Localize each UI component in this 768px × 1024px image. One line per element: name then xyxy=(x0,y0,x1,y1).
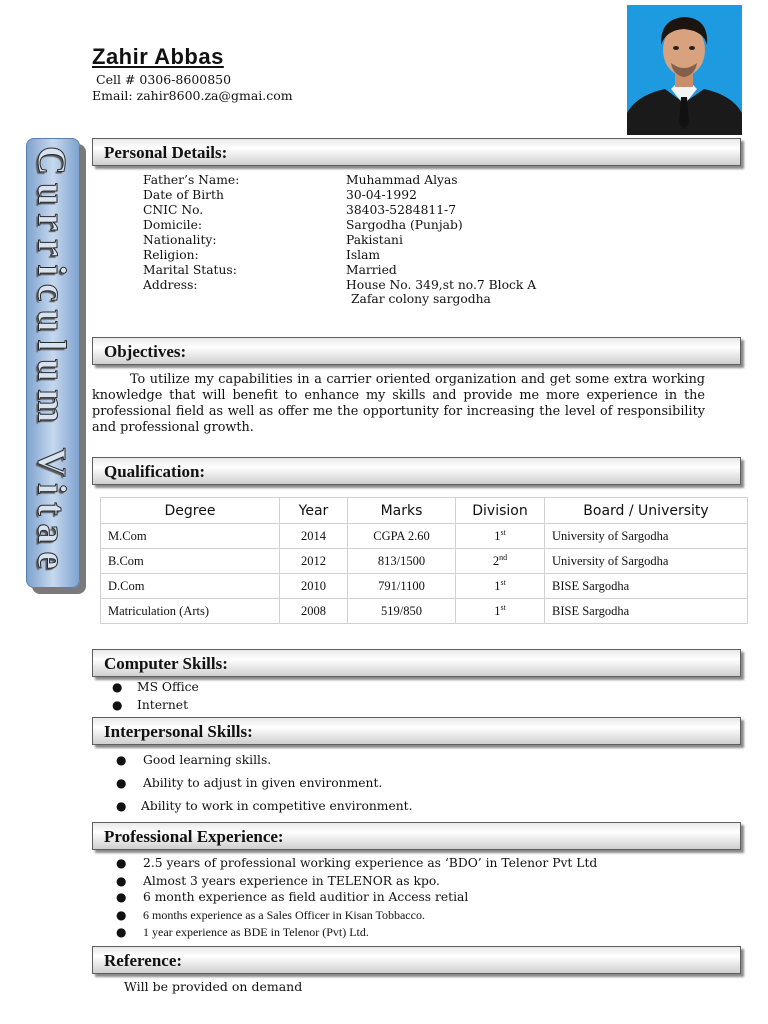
marks-cell: 813/1500 xyxy=(348,549,456,574)
year-cell: 2008 xyxy=(280,599,348,624)
list-item: Ability to work in competitive environment. xyxy=(141,799,413,813)
detail-value: Married xyxy=(346,263,397,277)
bullet-icon: ● xyxy=(116,925,127,939)
division-suffix: st xyxy=(500,577,506,587)
section-title: Objectives: xyxy=(104,342,187,361)
detail-label: Date of Birth xyxy=(143,188,224,202)
profile-photo xyxy=(627,5,742,135)
column-header: Year xyxy=(280,498,348,524)
professional-experience-header xyxy=(92,822,741,850)
bullet-icon: ● xyxy=(116,776,127,790)
list-item: Internet xyxy=(137,698,189,712)
degree-cell: Matriculation (Arts) xyxy=(101,599,280,624)
list-item: Ability to adjust in given environment. xyxy=(143,776,383,790)
reference-text: Will be provided on demand xyxy=(124,979,303,994)
detail-label: Marital Status: xyxy=(143,263,237,277)
division-number: 1 xyxy=(494,579,501,594)
degree-cell: M.Com xyxy=(101,524,280,549)
division-number: 1 xyxy=(494,529,501,544)
interpersonal-skills-header xyxy=(92,717,741,745)
section-title: Qualification: xyxy=(104,462,206,481)
detail-label: Address: xyxy=(143,278,198,292)
detail-value: Pakistani xyxy=(346,233,403,247)
detail-label: Religion: xyxy=(143,248,199,262)
personal-details-header xyxy=(92,138,741,166)
list-item: MS Office xyxy=(137,680,199,694)
division-suffix: st xyxy=(500,527,506,537)
degree-cell: D.Com xyxy=(101,574,280,599)
section-title: Personal Details: xyxy=(104,143,228,162)
email-address: Email: zahir8600.za@gmai.com xyxy=(92,88,293,103)
board-cell: University of Sargodha xyxy=(545,549,748,574)
address-line-2: Zafar colony sargodha xyxy=(351,292,491,306)
side-banner-title xyxy=(26,138,78,586)
reference-header xyxy=(92,946,741,974)
qualification-header xyxy=(92,457,741,485)
computer-skills-header xyxy=(92,649,741,677)
list-item: 6 month experience as field auditior in Access retial xyxy=(143,890,469,904)
detail-value: Muhammad Alyas xyxy=(346,173,458,187)
marks-cell: 519/850 xyxy=(348,599,456,624)
detail-value: Sargodha (Punjab) xyxy=(346,218,463,232)
division-number: 1 xyxy=(494,604,501,619)
qualification-table xyxy=(100,497,748,624)
list-item: 1 year experience as BDE in Telenor (Pvt) Ltd. xyxy=(143,925,369,939)
list-item: 2.5 years of professional working experience as ‘BDO’ in Telenor Pvt Ltd xyxy=(143,856,598,870)
column-header: Board / University xyxy=(545,498,748,524)
division-cell xyxy=(456,599,545,624)
detail-label: Domicile: xyxy=(143,218,203,232)
bullet-icon: ● xyxy=(116,874,127,888)
section-title: Professional Experience: xyxy=(104,827,284,846)
column-header: Marks xyxy=(348,498,456,524)
division-number: 2 xyxy=(492,554,500,569)
year-cell: 2014 xyxy=(280,524,348,549)
division-cell xyxy=(456,549,545,574)
year-cell: 2010 xyxy=(280,574,348,599)
bullet-icon: ● xyxy=(116,799,127,813)
section-title: Computer Skills: xyxy=(104,654,228,673)
objectives-text: To utilize my capabilities in a carrier oriented organization and get some extra working knowledge that will benefit to enhance my skills and provide me more experience in the professional field as well as offer me the opportunity for increasing the level of responsibility and professional growth. xyxy=(92,372,705,435)
bullet-icon: ● xyxy=(116,908,127,922)
person-portrait-icon xyxy=(627,5,742,135)
degree-cell: B.Com xyxy=(101,549,280,574)
list-item: 6 months experience as a Sales Officer in Kisan Tobbacco. xyxy=(143,908,425,922)
board-cell: BISE Sargodha xyxy=(545,574,748,599)
table-row xyxy=(101,574,748,599)
candidate-name: Zahir Abbas xyxy=(92,44,224,69)
column-header: Division xyxy=(456,498,545,524)
detail-label: Nationality: xyxy=(143,233,217,247)
detail-label: CNIC No. xyxy=(143,203,204,217)
division-cell xyxy=(456,574,545,599)
division-suffix: st xyxy=(500,602,506,612)
bullet-icon: ● xyxy=(116,753,127,767)
table-header-row xyxy=(101,498,748,524)
table-row xyxy=(101,549,748,574)
curriculum-vitae-text: Curriculum Vitae xyxy=(29,146,75,578)
bullet-icon: ● xyxy=(112,698,123,712)
list-item: Almost 3 years experience in TELENOR as kpo. xyxy=(143,874,440,888)
section-title: Reference: xyxy=(104,951,183,970)
bullet-icon: ● xyxy=(116,890,127,904)
detail-value: House No. 349,st no.7 Block A xyxy=(346,278,537,292)
cell-number: Cell # 0306-8600850 xyxy=(96,72,232,87)
table-row xyxy=(101,524,748,549)
division-suffix: nd xyxy=(499,552,508,562)
marks-cell: 791/1100 xyxy=(348,574,456,599)
table-row xyxy=(101,599,748,624)
year-cell: 2012 xyxy=(280,549,348,574)
detail-value: 30-04-1992 xyxy=(346,188,417,202)
board-cell: University of Sargodha xyxy=(545,524,748,549)
marks-cell: CGPA 2.60 xyxy=(348,524,456,549)
detail-label: Father’s Name: xyxy=(143,173,240,187)
bullet-icon: ● xyxy=(112,680,123,694)
division-cell xyxy=(456,524,545,549)
objectives-header xyxy=(92,337,741,365)
board-cell: BISE Sargodha xyxy=(545,599,748,624)
bullet-icon: ● xyxy=(116,856,127,870)
list-item: Good learning skills. xyxy=(143,753,272,767)
column-header: Degree xyxy=(101,498,280,524)
section-title: Interpersonal Skills: xyxy=(104,722,253,741)
detail-value: Islam xyxy=(346,248,381,262)
detail-value: 38403-5284811-7 xyxy=(346,203,457,217)
